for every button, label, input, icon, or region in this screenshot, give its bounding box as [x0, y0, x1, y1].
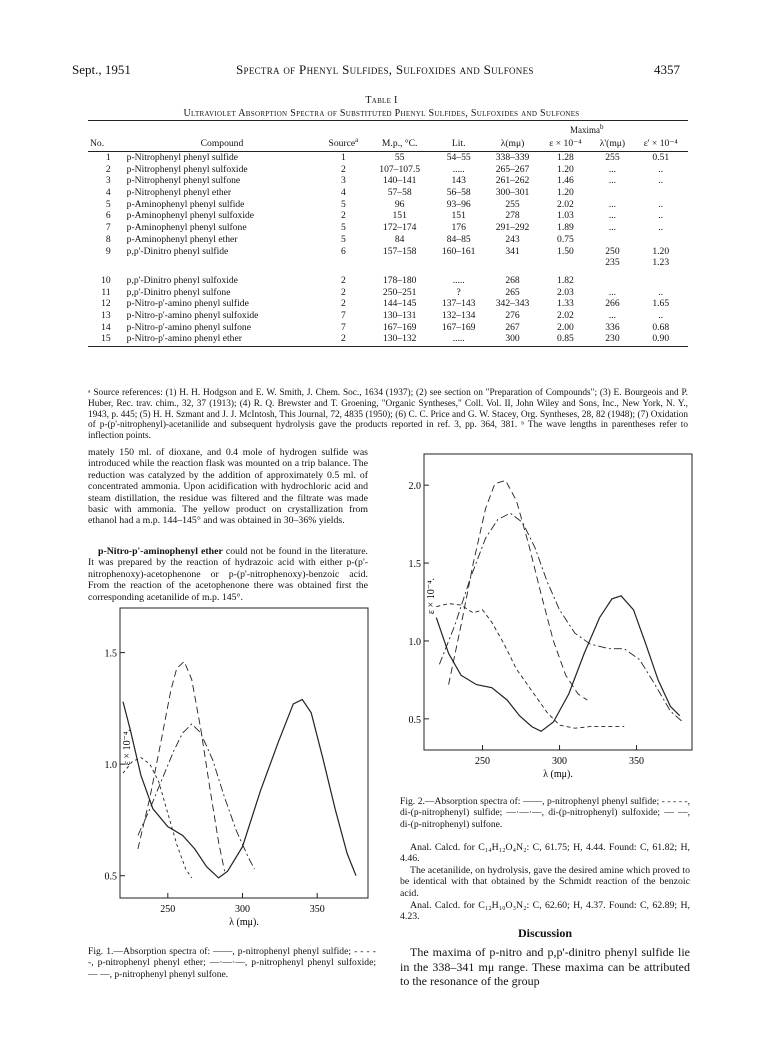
- col-lit: Lit.: [432, 135, 486, 151]
- col-epsilon-prime: ε' × 10⁻⁴: [634, 135, 689, 151]
- cell-lam: 341: [505, 245, 520, 257]
- cell-no: [88, 257, 125, 269]
- col-epsilon: ε × 10⁻⁴: [539, 135, 591, 151]
- cell-eps: 2.03: [557, 286, 574, 298]
- x-axis-label: λ (mμ).: [543, 769, 573, 780]
- cell-source: 5: [341, 233, 346, 245]
- cell-eps2: [634, 187, 689, 199]
- cell-lit: .....: [452, 163, 465, 175]
- cell-no: 2: [105, 163, 111, 175]
- cell-lam2: 255: [605, 151, 620, 163]
- cell-no: 14: [101, 321, 111, 333]
- cell-eps: 1.20: [557, 163, 574, 175]
- cell-source: 2: [341, 274, 346, 286]
- curve-sulfoxide: [138, 724, 255, 869]
- table-row: [88, 222, 688, 234]
- cell-lit: 93–96: [446, 198, 471, 210]
- cell-lam2: ...: [608, 163, 617, 175]
- col-lambda: λ(mμ): [486, 135, 540, 151]
- cell-no: 4: [105, 187, 111, 198]
- cell-lam: 268: [505, 274, 520, 286]
- cell-lit: 167–169: [441, 321, 476, 333]
- header-date: Sept., 1951: [72, 62, 131, 77]
- cell-no: 8: [105, 233, 111, 245]
- cell-no: 6: [105, 210, 111, 222]
- table-row: [88, 269, 688, 287]
- cell-eps: 1.82: [557, 274, 574, 286]
- table-row: [88, 287, 688, 299]
- cell-eps: 2.02: [557, 198, 574, 210]
- cell-mp: 84: [394, 233, 405, 245]
- y-tick-label: 1.5: [104, 648, 117, 660]
- cell-eps2: ..: [658, 175, 664, 187]
- cell-compound: p-Aminophenyl phenyl sulfoxide: [126, 210, 255, 222]
- y-tick-label: 1.0: [104, 760, 117, 772]
- table-row: [88, 164, 688, 176]
- y-axis-label: ε × 10⁻⁴.: [426, 578, 437, 615]
- cell-mp: 130–131: [382, 310, 417, 322]
- cell-eps2: ..: [658, 163, 664, 175]
- curve-dinitrophenyl-sulfide: [436, 604, 624, 729]
- cell-lit: .....: [432, 333, 486, 346]
- cell-eps: 1.33: [557, 298, 574, 310]
- cell-lam: 338–339: [495, 151, 530, 163]
- table-row: [88, 234, 688, 246]
- cell-lit: 84–85: [446, 233, 471, 245]
- cell-mp: 57–58: [387, 187, 412, 198]
- cell-compound: p-Nitro-p'-amino phenyl sulfoxide: [126, 310, 259, 322]
- header-page: 4357: [654, 62, 680, 77]
- y-tick-label: 1.5: [408, 559, 421, 571]
- cell-lam: 261–262: [495, 175, 530, 187]
- table-row: [88, 322, 688, 334]
- cell-compound: p,p'-Dinitro phenyl sulfide: [126, 245, 229, 257]
- cell-lam2: 235: [605, 257, 620, 269]
- table-footnote: ᵃ Source references: (1) H. H. Hodgson and E. W. Smith, J. Chem. Soc., 1634 (1937); (2) see section on "Preparation of Compounds"; (3) E. Bourgeois and P. Huber, Rec. trav. chim., 32, 37 (1913); (4) R. Q. Brewster and T. Groening, "Organic Syntheses," Coll. Vol. II, John Wiley and Sons, Inc., New York, N. Y., 1943, p. 445; (5) H. H. Szmant and J. J. McIntosh, This Journal, 72, 4835 (1950); (6) C. C. Price and G. W. Stacey, Org. Syntheses, 28, 82 (1948); (7) Oxidation of p-(p'-nitrophenyl)-acetanilide and subsequent hydrolysis gave the products reported in ref. 3, pp. 364, 381. ᵇ The wave lengths in parentheses refer to inflection points.: [88, 388, 688, 442]
- cell-compound: p-Nitro-p'-amino phenyl sulfide: [126, 298, 249, 310]
- cell-lam2: [591, 234, 633, 246]
- spectra-table: [88, 120, 688, 347]
- cell-lam: 255: [505, 198, 520, 210]
- cell-mp: 107–107.5: [379, 163, 421, 175]
- col-compound: Compound: [125, 135, 320, 151]
- cell-eps2: ..: [658, 222, 664, 234]
- cell-lit: ?: [456, 286, 461, 298]
- cell-eps2: 1.20: [652, 245, 670, 257]
- cell-lam2: ...: [608, 222, 617, 234]
- cell-source: 2: [341, 286, 346, 298]
- cell-eps2: ..: [658, 310, 664, 322]
- col-mp: M.p., °C.: [368, 135, 432, 151]
- cell-compound: p-Nitrophenyl phenyl sulfone: [126, 175, 241, 187]
- curve-dinitrophenyl-sulfoxide: [439, 513, 682, 722]
- maxima-footnote-mark: b: [600, 123, 604, 131]
- discussion-paragraph: The maxima of p-nitro and p,p'-dinitro phenyl sulfide lie in the 338–341 mμ range. These maxima can be attributed to the resonance of the group: [400, 945, 690, 989]
- x-tick-label: 250: [160, 904, 176, 915]
- cell-mp: 144–145: [382, 298, 417, 310]
- cell-no: 1: [105, 151, 111, 163]
- figure-2-chart: [384, 440, 704, 790]
- cell-eps2: 0.68: [652, 321, 670, 333]
- hydrolysis-paragraph: The acetanilide, on hydrolysis, gave the desired amine which proved to be identical with that obtained by the Schmidt reaction of the benzoic acid.: [400, 865, 690, 899]
- cell-lit: [432, 257, 486, 269]
- cell-lam2: 250: [605, 245, 620, 257]
- cell-mp: [368, 257, 432, 269]
- table-row: [88, 210, 688, 222]
- col-lambda-prime: λ'(mμ): [591, 135, 633, 151]
- cell-eps: 2.00: [557, 321, 574, 333]
- cell-eps: 1.03: [557, 210, 574, 222]
- cell-eps: 1.28: [557, 151, 574, 163]
- cell-source: 4: [341, 187, 346, 198]
- cell-no: 13: [101, 310, 111, 322]
- table-row: [88, 187, 688, 199]
- cell-compound: p,p'-Dinitro phenyl sulfoxide: [126, 274, 238, 286]
- cell-source: 3: [341, 175, 346, 187]
- cell-eps2: 1.23: [652, 257, 670, 269]
- cell-mp: 55: [394, 151, 405, 163]
- x-tick-label: 300: [235, 904, 251, 915]
- cell-eps: 0.75: [557, 233, 574, 245]
- y-axis-label: ε × 10⁻⁴.: [122, 729, 133, 766]
- cell-eps2: [634, 234, 689, 246]
- x-tick-label: 350: [309, 904, 325, 915]
- cell-eps: 0.85: [539, 333, 591, 346]
- cell-source: 6: [341, 245, 346, 257]
- cell-eps2: [634, 269, 689, 287]
- x-tick-label: 300: [552, 756, 568, 767]
- cell-source: 5: [341, 198, 346, 210]
- x-axis-label: λ (mμ).: [229, 917, 259, 928]
- cell-compound: p-Nitro-p'-amino phenyl ether: [125, 333, 320, 346]
- cell-source: 7: [341, 321, 346, 333]
- cell-lam: 276: [505, 310, 520, 322]
- cell-no: 12: [101, 298, 111, 310]
- table-title: Ultraviolet Absorption Spectra of Substituted Phenyl Sulfides, Sulfoxides and Sulfones: [183, 108, 580, 119]
- cell-compound: p-Nitrophenyl phenyl sulfide: [126, 151, 239, 163]
- figure-1-chart: [80, 600, 380, 940]
- cell-source: [319, 257, 367, 269]
- cell-lam: 300–301: [495, 187, 530, 198]
- cell-mp: 178–180: [382, 274, 417, 286]
- cell-no: 10: [101, 274, 111, 286]
- cell-eps: 2.02: [557, 310, 574, 322]
- cell-mp: 130–132: [368, 333, 432, 346]
- cell-lam: 243: [505, 233, 520, 245]
- y-tick-label: 0.5: [408, 714, 421, 726]
- cell-lam2: ...: [608, 198, 617, 210]
- cell-lit: 143: [451, 175, 466, 187]
- table-row: [88, 151, 688, 163]
- cell-lam2: 336: [605, 321, 620, 333]
- cell-lam2: [591, 187, 633, 199]
- left-paragraph-2: [88, 546, 368, 603]
- cell-lam2: 266: [605, 298, 620, 310]
- cell-no: 3: [105, 175, 111, 187]
- cell-lit: 56–58: [446, 187, 471, 198]
- header-title: Spectra of Phenyl Sulfides, Sulfoxides and Sulfones: [236, 62, 534, 77]
- cell-source: 5: [341, 222, 346, 234]
- cell-lam2: ...: [608, 175, 617, 187]
- left-paragraph-2-text: could not be found in the literature. It was prepared by the reaction of hydrazoic acid with either p-(p'-nitrophenoxy)-acetophenone or p-(p'-nitrophenoxy)-benzoic acid. From the reaction of the acetophenone there was obtained first the corresponding acetanilide of m.p. 145°.: [88, 546, 368, 603]
- curve-dinitrophenyl-sulfone: [449, 481, 588, 701]
- cell-source: 1: [341, 151, 346, 163]
- cell-lam: 342–343: [495, 298, 530, 310]
- cell-eps: [539, 257, 591, 269]
- cell-lit: 160–161: [441, 245, 476, 257]
- table-row: [88, 199, 688, 211]
- cell-compound: p-Nitrophenyl phenyl ether: [126, 187, 232, 198]
- y-tick-label: 0.5: [104, 871, 117, 883]
- cell-mp: 172–174: [382, 222, 417, 234]
- y-tick-label: 2.0: [408, 481, 421, 493]
- cell-mp: 157–158: [382, 245, 417, 257]
- cell-lam: 278: [505, 210, 520, 222]
- cell-compound: p-Aminophenyl phenyl ether: [126, 233, 238, 245]
- maxima-label: Maxima: [570, 125, 601, 135]
- cell-source: 2: [341, 163, 346, 175]
- table-row: [88, 310, 688, 322]
- cell-lit: 132–134: [441, 310, 476, 322]
- source-footnote-mark: a: [355, 136, 359, 144]
- cell-source: 2: [319, 333, 367, 346]
- col-source: Source: [328, 138, 356, 150]
- cell-no: 5: [105, 198, 111, 210]
- cell-lam2: ...: [608, 310, 617, 322]
- analysis-2: Anal. Calcd. for C₁₂H₁₀O₃N₂: C, 62.60; H, 4.37. Found: C, 62.89; H, 4.23.: [400, 900, 690, 923]
- figure-1-caption: Fig. 1.—Absorption spectra of: ——, p-nitrophenyl phenyl sulfide; - - - - -, p-nitrophenyl phenyl ether; —·—·—, p-nitrophenyl phenyl sulfoxide; — —, p-nitrophenyl phenyl sulfone.: [88, 946, 376, 980]
- discussion-heading: Discussion: [517, 926, 573, 940]
- plot-frame: [424, 454, 692, 750]
- x-tick-label: 250: [475, 756, 491, 767]
- cell-mp: 250–251: [382, 286, 417, 298]
- cell-lam: 265: [505, 286, 520, 298]
- curve-ether: [123, 758, 192, 878]
- cell-no: 9: [105, 245, 111, 257]
- cell-lam2: 230: [591, 333, 633, 346]
- plot-frame: [120, 608, 368, 898]
- cell-eps: 1.46: [557, 175, 574, 187]
- y-tick-label: 1.0: [408, 636, 421, 648]
- cell-mp: 96: [394, 198, 405, 210]
- cell-lit: 137–143: [441, 298, 476, 310]
- table-row: [88, 246, 688, 258]
- compound-heading: p-Nitro-p'-aminophenyl ether: [98, 546, 223, 557]
- cell-eps: 1.50: [557, 245, 574, 257]
- cell-compound: p-Nitrophenyl phenyl sulfoxide: [126, 163, 248, 175]
- cell-compound: p-Nitro-p'-amino phenyl sulfone: [126, 321, 251, 333]
- cell-source: 2: [341, 210, 346, 222]
- cell-compound: p-Aminophenyl phenyl sulfone: [126, 222, 247, 234]
- col-no: No.: [88, 135, 125, 151]
- cell-lam: [486, 257, 540, 269]
- cell-no: 15: [88, 333, 125, 346]
- cell-eps: 1.89: [557, 222, 574, 234]
- cell-eps2: ..: [658, 210, 664, 222]
- table-row: [88, 333, 688, 346]
- cell-lam: 265–267: [495, 163, 530, 175]
- cell-lam2: ...: [608, 210, 617, 222]
- cell-mp: 140–141: [382, 175, 417, 187]
- figure-2-caption: Fig. 2.—Absorption spectra of: ——, p-nitrophenyl phenyl sulfide; - - - - -, di-(p-nitrophenyl) sulfide; —·—·—, di-(p-nitrophenyl) sulfoxide; — —, di-(p-nitrophenyl) sulfone.: [400, 796, 690, 830]
- cell-mp: 151: [392, 210, 407, 222]
- table-row: [88, 257, 688, 269]
- curve-nitrophenyl-sulfide: [436, 596, 679, 732]
- cell-eps: 1.20: [557, 187, 574, 198]
- cell-source: 2: [341, 298, 346, 310]
- cell-eps2: ..: [658, 286, 664, 298]
- cell-lit: 54–55: [446, 151, 471, 163]
- cell-lam: 267: [505, 321, 520, 333]
- cell-eps2: ..: [658, 198, 664, 210]
- analysis-1: Anal. Calcd. for C₁₄H₁₂O₄N₂: C, 61.75; H, 4.44. Found: C, 61.82; H, 4.46.: [400, 842, 690, 865]
- cell-eps2: 0.90: [634, 333, 689, 346]
- x-tick-label: 350: [629, 756, 645, 767]
- cell-source: 7: [341, 310, 346, 322]
- cell-eps2: 0.51: [652, 151, 670, 163]
- cell-compound: p-Aminophenyl phenyl sulfide: [126, 198, 245, 210]
- left-paragraph-1: mately 150 ml. of dioxane, and 0.4 mole of hydrogen sulfide was introduced while the reaction flask was mounted on a trip balance. The reduction was catalyzed by the addition of approximately 0.5 ml. of concentrated ammonia. Upon acidification with hydrochloric acid and steam distillation, the residue was filtered and the filtrate was made basic with ammonia. The yellow product on crystallization from ethanol had a m.p. 144–145° and was obtained in 30–36% yields.: [88, 447, 368, 527]
- cell-no: 11: [101, 286, 111, 298]
- cell-lam2: ...: [608, 286, 617, 298]
- cell-mp: 167–169: [382, 321, 417, 333]
- cell-lam2: [591, 269, 633, 287]
- cell-lam: 291–292: [495, 222, 530, 234]
- cell-lit: 176: [451, 222, 466, 234]
- cell-lam: 300: [486, 333, 540, 346]
- cell-lit: 151: [451, 210, 466, 222]
- cell-no: 7: [105, 222, 111, 234]
- cell-compound: [125, 257, 320, 269]
- table-label: Table I: [365, 95, 398, 106]
- cell-eps2: 1.65: [652, 298, 670, 310]
- cell-compound: p,p'-Dinitro phenyl sulfone: [126, 286, 231, 298]
- table-row: [88, 175, 688, 187]
- table-row: [88, 298, 688, 310]
- cell-lit: .....: [452, 274, 465, 286]
